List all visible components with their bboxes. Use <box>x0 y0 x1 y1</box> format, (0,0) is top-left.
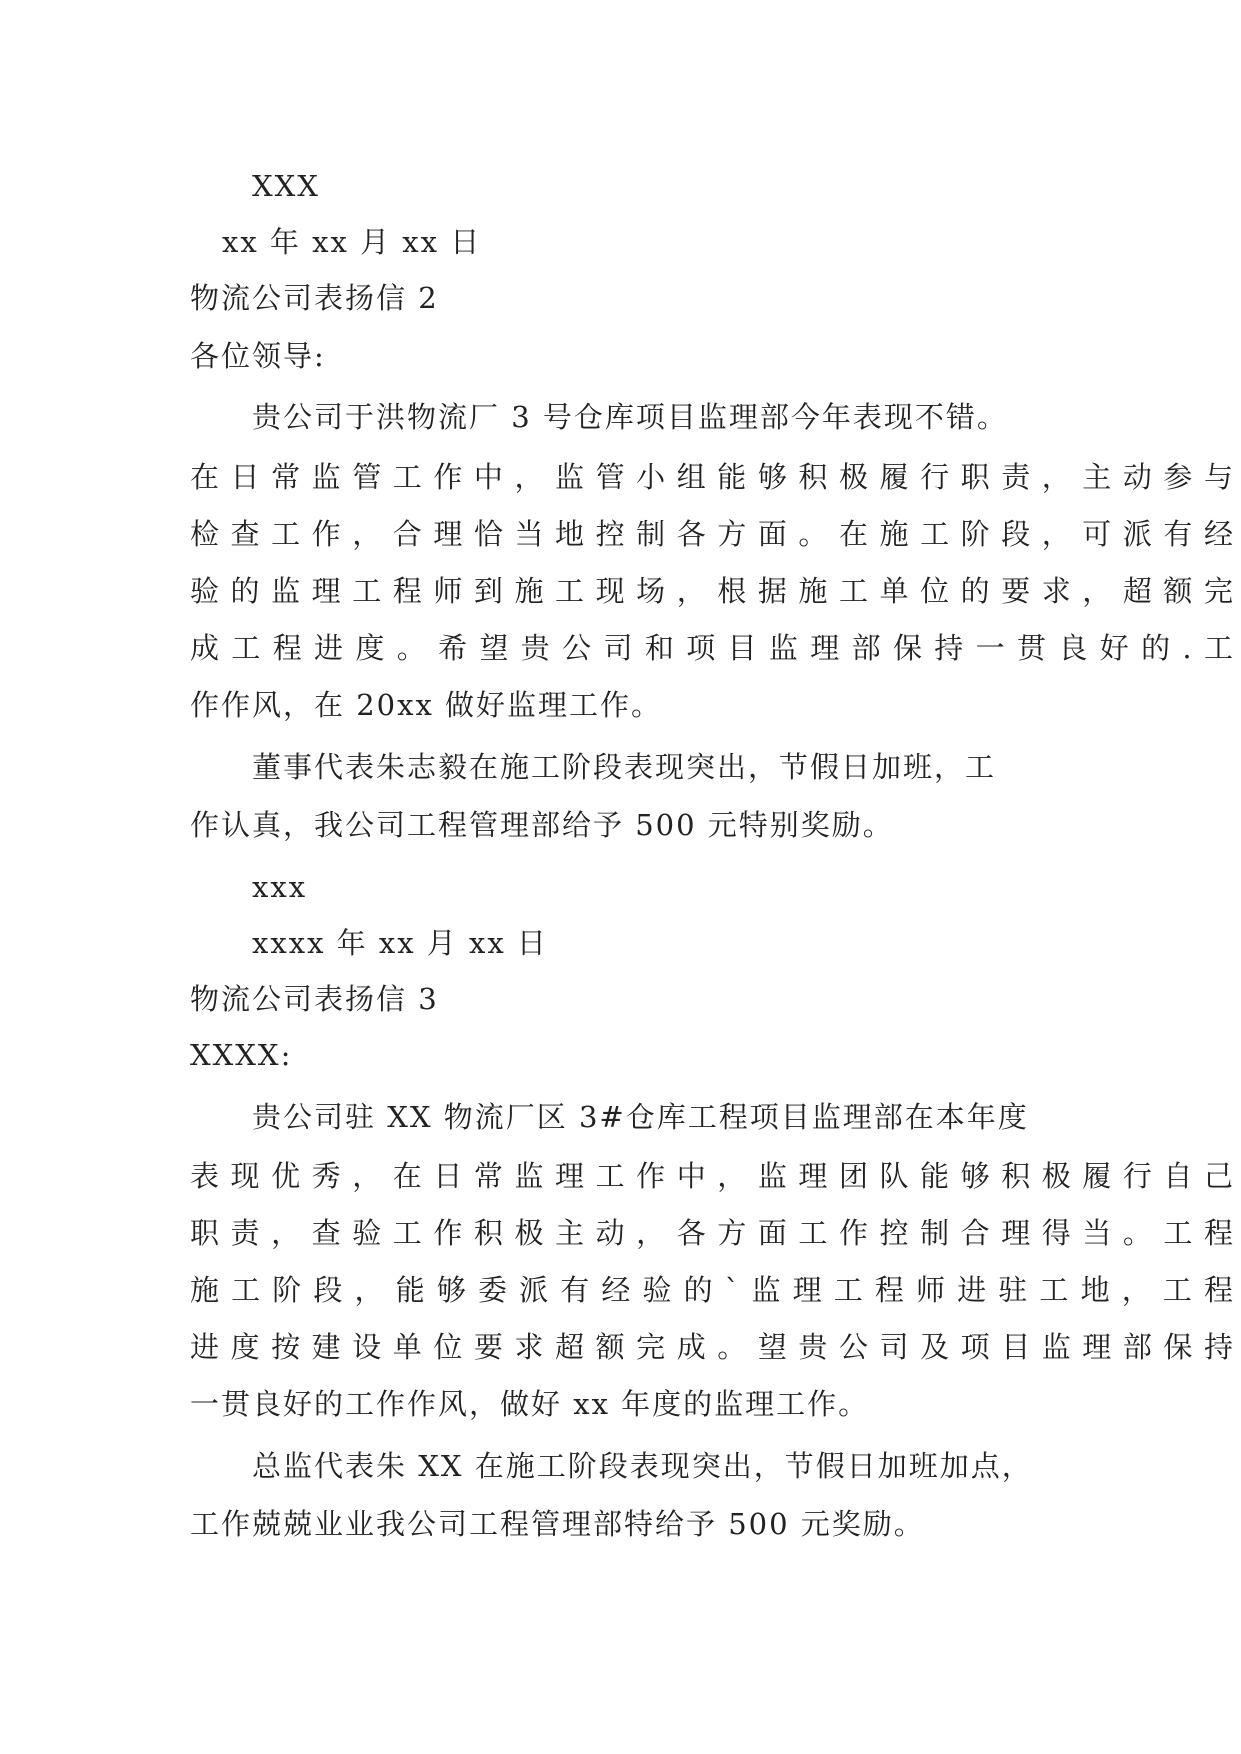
letter1-sender: XXX <box>252 169 320 203</box>
letter1-date: xx 年 xx 月 xx 日 <box>222 225 482 259</box>
letter3-para2-line: 工作兢兢业业我公司工程管理部特给予 500 元奖励。 <box>190 1507 925 1541</box>
letter3-para2-line: 总监代表朱 XX 在施工阶段表现突出，节假日加班加点， <box>252 1449 1033 1483</box>
letter3-para1-line: 一贯良好的工作作风，做好 xx 年度的监理工作。 <box>190 1387 870 1421</box>
letter3-para1-line: 进度按建设单位要求超额完成。望贵公司及项目监理部保持 <box>190 1330 1235 1364</box>
letter2-para1-line: 成工程进度。希望贵公司和项目监理部保持一贯良好的.工 <box>190 631 1235 665</box>
letter2-para1-line: 验的监理工程师到施工现场，根据施工单位的要求，超额完 <box>190 574 1235 608</box>
letter3-salutation: XXXX: <box>190 1038 293 1072</box>
letter3-para1-line: 贵公司驻 XX 物流厂区 3#仓库工程项目监理部在本年度 <box>252 1100 1029 1134</box>
letter2-para1-line: 检查工作，合理恰当地控制各方面。在施工阶段，可派有经 <box>190 517 1235 551</box>
letter2-para2-line: 董事代表朱志毅在施工阶段表现突出，节假日加班，工 <box>252 750 997 784</box>
letter2-para1-line: 在日常监管工作中，监管小组能够积极履行职责，主动参与 <box>190 460 1235 494</box>
letter2-para1-line: 作作风，在 20xx 做好监理工作。 <box>190 688 663 722</box>
letter2-sender: xxx <box>252 870 308 904</box>
letter2-para2-line: 作认真，我公司工程管理部给予 500 元特别奖励。 <box>190 808 894 842</box>
letter2-date: xxxx 年 xx 月 xx 日 <box>252 926 548 960</box>
letter2-salutation: 各位领导: <box>190 339 326 373</box>
letter3-para1-line: 表现优秀，在日常监理工作中，监理团队能够积极履行自己 <box>190 1159 1235 1193</box>
letter3-para1-line: 施工阶段，能够委派有经验的`监理工程师进驻工地，工程 <box>190 1273 1235 1307</box>
letter2-title: 物流公司表扬信 2 <box>190 281 439 315</box>
letter3-para1-line: 职责，查验工作积极主动，各方面工作控制合理得当。工程 <box>190 1216 1235 1250</box>
letter3-title: 物流公司表扬信 3 <box>190 982 439 1016</box>
letter2-para1-line: 贵公司于洪物流厂 3 号仓库项目监理部今年表现不错。 <box>252 400 1008 434</box>
